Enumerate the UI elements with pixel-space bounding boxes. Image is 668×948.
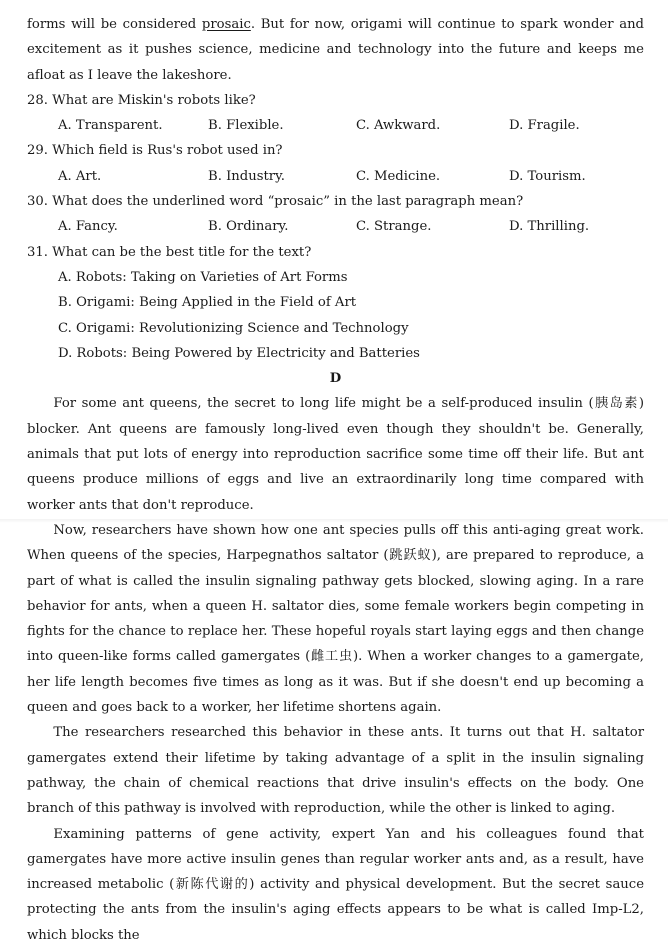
answer-options [27, 113, 644, 138]
option-d: D. Fragile. [509, 118, 580, 134]
option-d: D. Tourism. [509, 168, 586, 184]
option-b: B. Industry. [208, 168, 285, 184]
option-c: C. Awkward. [356, 118, 441, 134]
option-a: A. Robots: Taking on Varieties of Art Forms [58, 269, 348, 285]
intro-text-before: forms will be considered [27, 17, 202, 32]
option-d: D. Robots: Being Powered by Electricity and Batteries [58, 345, 420, 361]
option-a: A. Transparent. [58, 118, 163, 134]
question-31 [27, 240, 644, 366]
option-c: C. Origami: Revolutionizing Science and Technology [58, 320, 409, 336]
question-stem: 29. Which field is Rus's robot used in? [27, 143, 283, 159]
intro-paragraph [27, 12, 644, 88]
option-b: B. Origami: Being Applied in the Field of Art [58, 295, 357, 311]
option-c: C. Strange. [356, 219, 432, 235]
passage-paragraph-1: For some ant queens, the secret to long life might be a self-produced insulin (胰岛素) blocker. Ant queens are famously long-lived even though they shouldn't be. Generally, animals that put lots of energy into reproduction sacrifice some time off their life. But ant queens produce millions of eggs and live an extraordinarily long time compared with worker ants that don't reproduce. [27, 396, 644, 513]
intro-text-after: . But for now, origami will continue to spark wonder and excitement as it pushes science, medicine and technology into the future and keeps me afloat as I leave the lakeshore. [27, 17, 645, 83]
answer-options [27, 164, 644, 189]
question-stem: 30. What does the underlined word “prosaic” in the last paragraph mean? [27, 194, 524, 210]
section-heading: D [329, 371, 342, 387]
option-a: A. Fancy. [58, 219, 118, 235]
underlined-word-prosaic: prosaic [201, 17, 251, 32]
passage-paragraph-2: Now, researchers have shown how one ant species pulls off this anti-aging great work. When queens of the species, Harpegnathos saltator (跳跃蚁), are prepared to reproduce, a part of what is called the insulin signaling pathway gets blocked, slowing aging. In a rare behavior for ants, when a queen H. saltator dies, some female workers begin competing in fights for the chance to replace her. These hopeful royals start laying eggs and then change into queen-like forms called gamergates (雌工虫). When a worker changes to a gamergate, her life length becomes five times as long as it was. But if she doesn't end up becoming a queen and goes back to a worker, her lifetime shortens again. [27, 522, 644, 716]
page-fold-shadow [0, 519, 668, 523]
option-b: B. Flexible. [208, 118, 284, 134]
question-29 [27, 138, 644, 189]
question-30 [27, 189, 644, 240]
question-stem: 28. What are Miskin's robots like? [27, 92, 256, 108]
question-28 [27, 88, 644, 139]
answer-options [27, 214, 644, 239]
question-stem: 31. What can be the best title for the text? [27, 244, 312, 260]
passage-paragraph-3: The researchers researched this behavior in these ants. It turns out that H. saltator gamergates extend their lifetime by taking advantage of a split in the insulin signaling pathway, the chain of chemical reactions that drive insulin's effects on the body. One branch of this pathway is involved with reproduction, while the other is linked to aging. [27, 725, 644, 817]
option-d: D. Thrilling. [509, 219, 590, 235]
option-b: B. Ordinary. [208, 219, 289, 235]
passage-paragraph-4: Examining patterns of gene activity, expert Yan and his colleagues found that gamergates have more active insulin genes than regular worker ants and, as a result, have increased metabolic (新陈代谢的) activity and physical development. But the secret sauce protecting the ants from the insulin's aging effects appears to be what is called Imp-L2, which blocks the [27, 826, 644, 943]
option-c: C. Medicine. [356, 168, 441, 184]
option-a: A. Art. [58, 168, 102, 184]
